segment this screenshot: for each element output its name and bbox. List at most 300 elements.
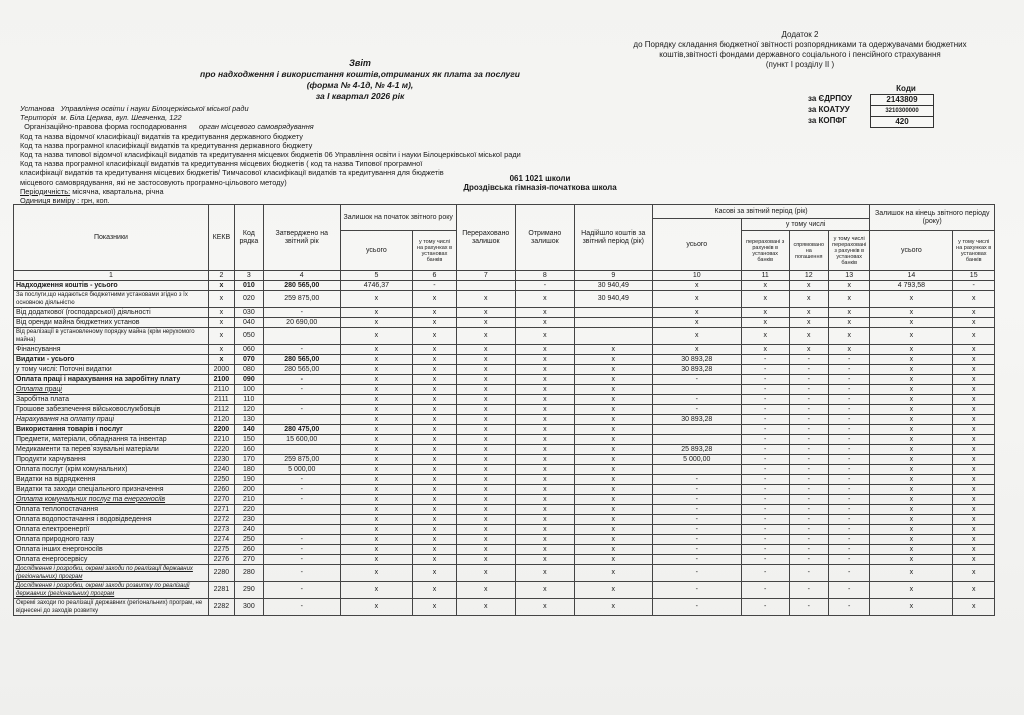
table-cell: - bbox=[741, 465, 789, 475]
table-cell: x bbox=[456, 525, 515, 535]
table-cell: x bbox=[652, 345, 741, 355]
table-cell: - bbox=[828, 375, 870, 385]
code-label: за КОПФГ bbox=[808, 116, 847, 125]
table-row bbox=[14, 291, 995, 308]
table-cell: x bbox=[870, 291, 953, 308]
table-row bbox=[14, 415, 995, 425]
col-header-row-code: Код рядка bbox=[234, 205, 263, 271]
table-cell: 2210 bbox=[208, 435, 234, 445]
table-row bbox=[14, 495, 995, 505]
table-cell: 2273 bbox=[208, 525, 234, 535]
table-cell: 2282 bbox=[208, 599, 234, 616]
table-cell: x bbox=[456, 465, 515, 475]
table-cell: x bbox=[953, 565, 995, 582]
table-cell: x bbox=[456, 475, 515, 485]
table-cell: x bbox=[515, 505, 574, 515]
table-cell: x bbox=[953, 455, 995, 465]
table-row bbox=[14, 355, 995, 365]
table-cell: 260 bbox=[234, 545, 263, 555]
table-cell: x bbox=[953, 425, 995, 435]
table-cell: - bbox=[263, 308, 340, 318]
table-cell: x bbox=[340, 599, 413, 616]
school-code: 061 1021 школи bbox=[509, 174, 571, 183]
column-number: 10 bbox=[652, 271, 741, 281]
table-cell: x bbox=[574, 375, 652, 385]
table-cell: - bbox=[741, 599, 789, 616]
table-cell: x bbox=[456, 565, 515, 582]
table-cell: 150 bbox=[234, 435, 263, 445]
table-cell: x bbox=[574, 425, 652, 435]
table-cell bbox=[263, 505, 340, 515]
table-cell: x bbox=[413, 328, 457, 345]
table-cell: - bbox=[828, 565, 870, 582]
row-label: у тому числі: Поточні видатки bbox=[14, 365, 209, 375]
school-block bbox=[440, 174, 640, 192]
table-row bbox=[14, 582, 995, 599]
table-cell: x bbox=[515, 599, 574, 616]
table-cell bbox=[652, 425, 741, 435]
annex-line-1: Додаток 2 bbox=[781, 30, 819, 39]
table-cell: x bbox=[340, 355, 413, 365]
meta-periodicity: Періодичність: місячна, квартальна, річна bbox=[20, 186, 164, 196]
table-cell: - bbox=[828, 485, 870, 495]
report-title-line-2: (форма № 4-1д, № 4-1 м), bbox=[306, 80, 414, 90]
col-header-income: Надійшло коштів за звітний період (рік) bbox=[574, 205, 652, 271]
table-cell: x bbox=[870, 525, 953, 535]
code-row-kopfg bbox=[808, 116, 958, 126]
table-cell: x bbox=[515, 565, 574, 582]
table-cell: x bbox=[574, 555, 652, 565]
table-cell: - bbox=[828, 505, 870, 515]
table-cell: x bbox=[340, 395, 413, 405]
row-label: Надходження коштів - усього bbox=[14, 281, 209, 291]
row-label: Оплата інших енергоносіїв bbox=[14, 545, 209, 555]
row-label: Нарахування на оплату праці bbox=[14, 415, 209, 425]
table-row bbox=[14, 425, 995, 435]
table-cell: x bbox=[953, 495, 995, 505]
col-header-end-bank: у тому числі на рахунках в установах банків bbox=[953, 231, 995, 271]
report-table bbox=[13, 204, 995, 616]
column-number: 15 bbox=[953, 271, 995, 281]
table-row bbox=[14, 599, 995, 616]
table-cell: x bbox=[456, 328, 515, 345]
table-cell: - bbox=[263, 475, 340, 485]
table-cell: x bbox=[456, 515, 515, 525]
table-cell: x bbox=[574, 515, 652, 525]
table-cell: - bbox=[263, 345, 340, 355]
table-cell: - bbox=[741, 385, 789, 395]
table-cell: x bbox=[870, 385, 953, 395]
table-cell: x bbox=[456, 415, 515, 425]
table-cell: x bbox=[515, 328, 574, 345]
col-header-total: усього bbox=[340, 231, 413, 271]
table-cell: - bbox=[652, 582, 741, 599]
table-cell: 040 bbox=[234, 318, 263, 328]
table-cell: 130 bbox=[234, 415, 263, 425]
table-cell: - bbox=[263, 405, 340, 415]
table-cell: x bbox=[789, 318, 828, 328]
table-cell: x bbox=[828, 318, 870, 328]
table-row bbox=[14, 308, 995, 318]
table-cell: 280 565,00 bbox=[263, 365, 340, 375]
table-cell: x bbox=[340, 475, 413, 485]
table-cell: x bbox=[413, 525, 457, 535]
col-header-cash-total: усього bbox=[652, 219, 741, 271]
table-cell: x bbox=[515, 495, 574, 505]
table-cell: 230 bbox=[234, 515, 263, 525]
column-number: 13 bbox=[828, 271, 870, 281]
table-cell: 2274 bbox=[208, 535, 234, 545]
table-cell: 259 875,00 bbox=[263, 455, 340, 465]
table-cell: x bbox=[456, 308, 515, 318]
table-cell: x bbox=[828, 291, 870, 308]
table-cell: - bbox=[413, 281, 457, 291]
code-value: 3210300000 bbox=[870, 105, 934, 117]
table-cell: x bbox=[340, 565, 413, 582]
column-number-row bbox=[14, 271, 995, 281]
table-cell: x bbox=[413, 415, 457, 425]
table-cell: x bbox=[574, 495, 652, 505]
table-cell: - bbox=[263, 535, 340, 545]
table-cell: x bbox=[456, 435, 515, 445]
table-cell: - bbox=[652, 599, 741, 616]
table-cell: - bbox=[741, 445, 789, 455]
row-label: Предмети, матеріали, обладнання та інвентар bbox=[14, 435, 209, 445]
meta-institution: Установа Управління освіти і науки Білоцерківської міської ради bbox=[20, 104, 249, 113]
table-cell: x bbox=[574, 545, 652, 555]
row-label: Від оренди майна бюджетних установ bbox=[14, 318, 209, 328]
table-cell: x bbox=[870, 345, 953, 355]
table-cell: - bbox=[789, 565, 828, 582]
table-cell: x bbox=[741, 328, 789, 345]
table-cell: x bbox=[953, 318, 995, 328]
table-cell: - bbox=[652, 545, 741, 555]
table-cell: x bbox=[515, 365, 574, 375]
table-cell bbox=[263, 328, 340, 345]
table-cell: x bbox=[870, 582, 953, 599]
table-cell: 30 940,49 bbox=[574, 291, 652, 308]
table-cell: x bbox=[652, 318, 741, 328]
table-cell: x bbox=[456, 318, 515, 328]
table-cell: - bbox=[828, 475, 870, 485]
table-row bbox=[14, 375, 995, 385]
table-cell: - bbox=[263, 485, 340, 495]
table-cell: x bbox=[741, 291, 789, 308]
table-row bbox=[14, 475, 995, 485]
table-cell: x bbox=[515, 318, 574, 328]
table-cell: x bbox=[870, 485, 953, 495]
table-cell: x bbox=[870, 599, 953, 616]
table-cell: x bbox=[953, 375, 995, 385]
col-header-repayment: спрямовано на погашення bbox=[789, 231, 828, 271]
table-cell: 280 475,00 bbox=[263, 425, 340, 435]
school-name: Дроздівська гімназія-початкова школа bbox=[463, 183, 617, 192]
table-cell: - bbox=[789, 365, 828, 375]
table-row bbox=[14, 465, 995, 475]
table-cell: x bbox=[340, 345, 413, 355]
table-cell: 080 bbox=[234, 365, 263, 375]
col-header-kekv: КЕКВ bbox=[208, 205, 234, 271]
table-row bbox=[14, 455, 995, 465]
table-cell: x bbox=[652, 281, 741, 291]
column-number: 7 bbox=[456, 271, 515, 281]
table-cell: x bbox=[340, 445, 413, 455]
table-cell: x bbox=[870, 365, 953, 375]
table-cell: x bbox=[953, 291, 995, 308]
table-cell: x bbox=[515, 375, 574, 385]
table-cell: x bbox=[208, 308, 234, 318]
row-label: Видатки та заходи спеціального призначення bbox=[14, 485, 209, 495]
table-cell: x bbox=[953, 475, 995, 485]
table-cell: x bbox=[789, 308, 828, 318]
table-cell: x bbox=[340, 308, 413, 318]
table-cell: x bbox=[413, 565, 457, 582]
table-cell: x bbox=[456, 455, 515, 465]
table-cell: x bbox=[870, 395, 953, 405]
table-cell: x bbox=[953, 365, 995, 375]
table-cell: - bbox=[789, 405, 828, 415]
table-cell: 2272 bbox=[208, 515, 234, 525]
table-cell: - bbox=[828, 582, 870, 599]
table-cell: - bbox=[741, 515, 789, 525]
table-cell: x bbox=[953, 345, 995, 355]
table-cell: x bbox=[953, 515, 995, 525]
table-cell: x bbox=[413, 495, 457, 505]
table-row bbox=[14, 405, 995, 415]
table-cell: - bbox=[828, 525, 870, 535]
table-cell: - bbox=[789, 582, 828, 599]
table-cell: x bbox=[574, 465, 652, 475]
table-cell: x bbox=[870, 475, 953, 485]
table-cell: x bbox=[953, 445, 995, 455]
table-cell: - bbox=[263, 599, 340, 616]
table-cell: x bbox=[574, 455, 652, 465]
table-cell: x bbox=[413, 345, 457, 355]
table-cell: x bbox=[870, 545, 953, 555]
table-cell: x bbox=[652, 308, 741, 318]
table-row bbox=[14, 345, 995, 355]
table-cell: x bbox=[413, 425, 457, 435]
table-cell: x bbox=[574, 535, 652, 545]
table-cell: - bbox=[828, 415, 870, 425]
table-cell bbox=[652, 385, 741, 395]
column-number: 6 bbox=[413, 271, 457, 281]
table-cell: - bbox=[741, 425, 789, 435]
table-cell: 2260 bbox=[208, 485, 234, 495]
table-cell: 2275 bbox=[208, 545, 234, 555]
table-cell: x bbox=[456, 485, 515, 495]
table-cell: x bbox=[741, 308, 789, 318]
table-cell: - bbox=[515, 281, 574, 291]
row-label: Оплата природного газу bbox=[14, 535, 209, 545]
table-cell: 020 bbox=[234, 291, 263, 308]
table-cell: x bbox=[515, 485, 574, 495]
table-cell: - bbox=[789, 415, 828, 425]
table-cell: - bbox=[789, 535, 828, 545]
table-cell: x bbox=[340, 535, 413, 545]
table-cell bbox=[263, 515, 340, 525]
table-cell: x bbox=[574, 415, 652, 425]
table-cell: 2111 bbox=[208, 395, 234, 405]
table-cell: x bbox=[574, 475, 652, 485]
table-cell: x bbox=[741, 281, 789, 291]
table-cell: x bbox=[413, 599, 457, 616]
table-cell: - bbox=[828, 405, 870, 415]
table-cell: x bbox=[208, 355, 234, 365]
table-cell: - bbox=[789, 375, 828, 385]
table-cell: 4 793,58 bbox=[870, 281, 953, 291]
table-cell bbox=[574, 328, 652, 345]
row-label: Від реалізації в установленому порядку майна (крім нерухомого майна) bbox=[14, 328, 209, 345]
table-cell: - bbox=[652, 505, 741, 515]
table-cell: x bbox=[413, 535, 457, 545]
table-cell: - bbox=[789, 599, 828, 616]
table-cell: x bbox=[340, 318, 413, 328]
meta-line: Код та назва програмної класифікації видатків та кредитування державного бюджету bbox=[20, 140, 313, 150]
table-cell: x bbox=[413, 318, 457, 328]
table-cell: x bbox=[456, 395, 515, 405]
col-header-approved: Затверджено на звітний рік bbox=[263, 205, 340, 271]
table-cell: - bbox=[263, 565, 340, 582]
meta-line: Код та назва типової відомчої класифікації видатків та кредитування місцевих бюджетів 06 Управління освіти і науки Білоцерківської міської ради bbox=[20, 150, 521, 160]
table-cell: x bbox=[870, 308, 953, 318]
code-label: за ЄДРПОУ bbox=[808, 94, 853, 103]
table-cell: x bbox=[340, 415, 413, 425]
table-cell: 010 bbox=[234, 281, 263, 291]
table-cell: x bbox=[413, 485, 457, 495]
table-cell: 140 bbox=[234, 425, 263, 435]
code-row-edrpou bbox=[808, 94, 958, 104]
table-cell: - bbox=[741, 375, 789, 385]
table-row bbox=[14, 445, 995, 455]
row-label: Використання товарів і послуг bbox=[14, 425, 209, 435]
table-cell: - bbox=[741, 355, 789, 365]
table-cell: - bbox=[741, 455, 789, 465]
table-cell: 290 bbox=[234, 582, 263, 599]
table-cell: - bbox=[263, 375, 340, 385]
table-cell: - bbox=[741, 475, 789, 485]
row-label: Дослідження і розробки, окремі заходи розвитку по реалізації державних (регіональних) програм bbox=[14, 582, 209, 599]
table-cell: - bbox=[789, 355, 828, 365]
table-cell: x bbox=[413, 582, 457, 599]
table-cell: - bbox=[828, 395, 870, 405]
table-cell: - bbox=[789, 465, 828, 475]
table-cell: - bbox=[263, 495, 340, 505]
table-cell: x bbox=[413, 475, 457, 485]
table-cell: - bbox=[741, 495, 789, 505]
column-number: 8 bbox=[515, 271, 574, 281]
table-cell: 240 bbox=[234, 525, 263, 535]
row-label: Продукти харчування bbox=[14, 455, 209, 465]
table-cell: - bbox=[828, 465, 870, 475]
table-cell: - bbox=[741, 415, 789, 425]
table-cell: - bbox=[652, 405, 741, 415]
table-cell: x bbox=[574, 582, 652, 599]
table-cell: 2276 bbox=[208, 555, 234, 565]
column-number: 14 bbox=[870, 271, 953, 281]
row-label: Оплата енергосервісу bbox=[14, 555, 209, 565]
column-number: 1 bbox=[14, 271, 209, 281]
table-cell: x bbox=[953, 385, 995, 395]
table-cell: - bbox=[789, 385, 828, 395]
row-label: Видатки на відрядження bbox=[14, 475, 209, 485]
table-cell: 210 bbox=[234, 495, 263, 505]
table-cell: x bbox=[515, 515, 574, 525]
table-cell: - bbox=[741, 505, 789, 515]
table-cell: x bbox=[870, 505, 953, 515]
table-cell: - bbox=[741, 365, 789, 375]
table-cell: x bbox=[574, 505, 652, 515]
table-row bbox=[14, 395, 995, 405]
table-cell: - bbox=[741, 485, 789, 495]
col-header-including: у тому числі bbox=[741, 219, 870, 231]
table-cell: - bbox=[789, 495, 828, 505]
table-cell: x bbox=[515, 555, 574, 565]
table-cell: x bbox=[456, 385, 515, 395]
table-cell: x bbox=[515, 415, 574, 425]
table-row bbox=[14, 555, 995, 565]
table-cell: 160 bbox=[234, 445, 263, 455]
table-cell: - bbox=[789, 475, 828, 485]
table-cell: x bbox=[340, 495, 413, 505]
table-cell: 190 bbox=[234, 475, 263, 485]
table-cell: x bbox=[574, 435, 652, 445]
table-cell: 2270 bbox=[208, 495, 234, 505]
table-cell: 259 875,00 bbox=[263, 291, 340, 308]
table-row bbox=[14, 485, 995, 495]
table-cell: x bbox=[953, 435, 995, 445]
table-cell: x bbox=[953, 328, 995, 345]
table-cell: - bbox=[789, 525, 828, 535]
table-cell: - bbox=[789, 515, 828, 525]
table-cell: - bbox=[741, 582, 789, 599]
code-label: за КОАТУУ bbox=[808, 105, 850, 114]
table-cell: x bbox=[574, 365, 652, 375]
table-cell: x bbox=[208, 291, 234, 308]
table-row bbox=[14, 515, 995, 525]
column-number: 11 bbox=[741, 271, 789, 281]
table-cell: - bbox=[741, 435, 789, 445]
table-cell: x bbox=[953, 505, 995, 515]
row-label: Дослідження і розробки, окремі заходи по реалізації державних (регіональних) програм bbox=[14, 565, 209, 582]
table-cell: 2240 bbox=[208, 465, 234, 475]
table-cell: x bbox=[828, 281, 870, 291]
table-cell: x bbox=[456, 345, 515, 355]
table-cell: - bbox=[828, 545, 870, 555]
table-cell: - bbox=[828, 385, 870, 395]
table-cell: x bbox=[340, 455, 413, 465]
table-cell: x bbox=[515, 582, 574, 599]
table-cell: x bbox=[953, 545, 995, 555]
table-cell: x bbox=[870, 445, 953, 455]
table-cell bbox=[263, 395, 340, 405]
table-cell: - bbox=[828, 455, 870, 465]
table-cell: x bbox=[340, 505, 413, 515]
table-cell: x bbox=[340, 291, 413, 308]
table-cell: x bbox=[870, 355, 953, 365]
table-cell bbox=[652, 435, 741, 445]
table-cell: x bbox=[340, 425, 413, 435]
table-cell: - bbox=[789, 445, 828, 455]
table-cell: x bbox=[515, 525, 574, 535]
table-cell: - bbox=[263, 582, 340, 599]
table-cell: x bbox=[789, 281, 828, 291]
table-cell: x bbox=[340, 555, 413, 565]
table-cell: 270 bbox=[234, 555, 263, 565]
report-table-body bbox=[14, 271, 995, 616]
table-cell: x bbox=[515, 445, 574, 455]
annex-line-3: коштів,звітності фондами державного соціального і пенсійного страхування bbox=[659, 50, 941, 59]
